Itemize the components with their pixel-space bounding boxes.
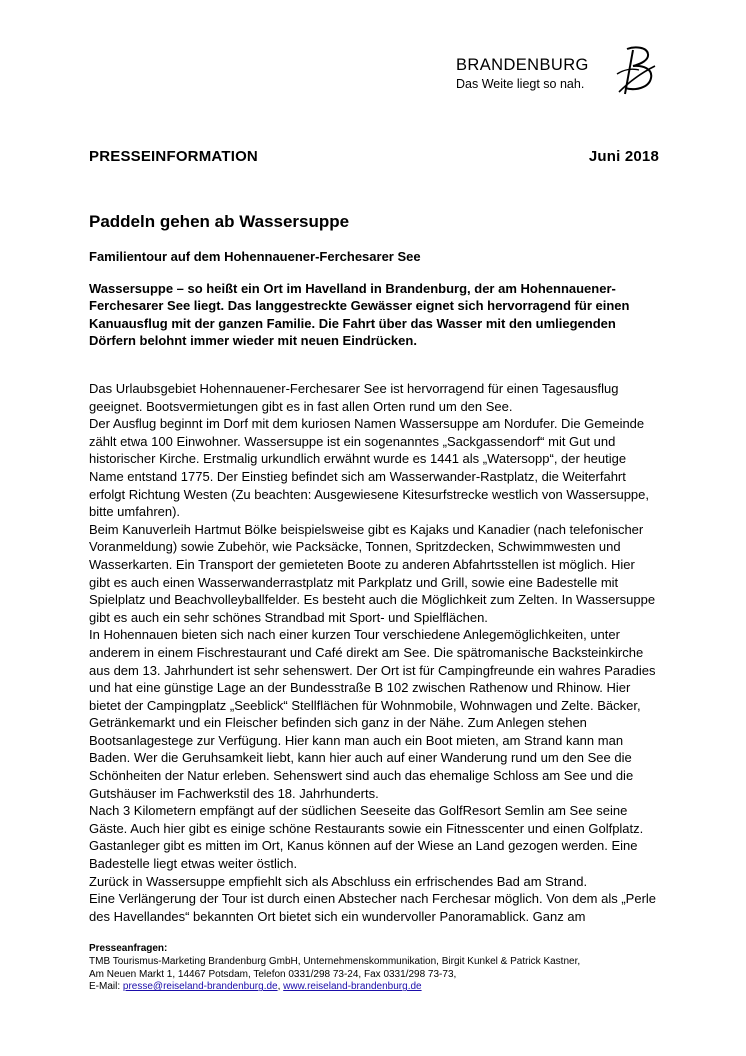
email-link[interactable]: presse@reiseland-brandenburg.de bbox=[122, 981, 278, 993]
brandenburg-b-icon bbox=[613, 44, 659, 100]
body-paragraph: Nach 3 Kilometern empfängt auf der südlichen Seeseite das GolfResort Semlin am See seine Gäste. Auch hier gibt es einige schöne Restaurants sowie ein Fitnesscenter und einen Golfplatz. Gastanleger gibt es mitten im Ort, Kanus können auf der Wiese an Land gezogen werden. Eine Badestelle liegt etwas weiter östlich. bbox=[89, 803, 644, 872]
contact-links bbox=[89, 981, 669, 994]
body-paragraph: Der Ausflug beginnt im Dorf mit dem kuriosen Namen Wassersuppe am Nordufer. Die Gemeinde zählt etwa 100 Einwohner. Wassersuppe ist ein sogenanntes „Sackgassendorf“ mit Gut und historischer Kirche. Erstmalig urkundlich erwähnt wurde es 1441 als „Watersopp“, der heutige Name entstand 1775. Der Einstieg befindet sich am Wasserwander-Rastplatz, die Weiterfahrt erfolgt Richtung Westen (Zu beachten: Ausgewiesene Kitesurfstrecke westlich von Wassersuppe, bitte umfahren). bbox=[89, 416, 650, 520]
logo-title: BRANDENBURG bbox=[456, 56, 589, 74]
contact-title: Presseanfragen: bbox=[89, 943, 168, 954]
brand-logo bbox=[456, 44, 666, 104]
press-contact bbox=[89, 943, 669, 994]
press-date: Juni 2018 bbox=[588, 148, 659, 165]
logo-tagline: Das Weite liegt so nah. bbox=[456, 77, 585, 91]
lead-paragraph: Wassersuppe – so heißt ein Ort im Havelland in Brandenburg, der am Hohennauener-Ferchesarer See liegt. Das langgestreckte Gewässer eignet sich hervorragend für einen Kanuausflug mit der ganzen Familie. Die Fahrt über das Wasser mit den umliegenden Dörfern belohnt immer wieder mit neuen Eindrücken. bbox=[89, 281, 630, 349]
body-text bbox=[89, 380, 659, 925]
website-link[interactable]: www.reiseland-brandenburg.de bbox=[283, 981, 422, 993]
subheadline: Familientour auf dem Hohennauener-Ferchesarer See bbox=[89, 249, 421, 264]
link-separator: , bbox=[277, 981, 284, 993]
press-label: PRESSEINFORMATION bbox=[89, 148, 258, 165]
body-paragraph: Beim Kanuverleih Hartmut Bölke beispielsweise gibt es Kajaks und Kanadier (nach telefonischer Voranmeldung) sowie Zubehör, wie Packsäcke, Tonnen, Spritzdecken, Schwimmwesten und Wasserkarten. Ein Transport der gemieteten Boote zu anderen Abfahrtsstellen ist möglich. Hier gibt es auch einen Wasserwanderrastplatz mit Parkplatz und Grill, sowie eine Badestelle mit Spielplatz und Beachvolleyballfelder. Es besteht auch die Möglichkeit zum Zelten. In Wassersuppe gibt es auch ein sehr schönes Strandbad mit Sport- und Spielflächen. bbox=[89, 521, 656, 625]
headline: Paddeln gehen ab Wassersuppe bbox=[89, 212, 350, 231]
contact-line: Am Neuen Markt 1, 14467 Potsdam, Telefon 0331/298 73-24, Fax 0331/298 73-73, bbox=[89, 968, 457, 980]
press-header bbox=[89, 148, 659, 165]
body-paragraph: In Hohennauen bieten sich nach einer kurzen Tour verschiedene Anlegemöglichkeiten, unter anderem in einem Fischrestaurant und Café direkt am See. Die spätromanische Backsteinkirche aus dem 13. Jahrhundert ist sehr sehenswert. Der Ort ist für Campingfreunde ein wahres Paradies und hat eine günstige Lage an der Bundesstraße B 102 zwischen Rathenow und Rhinow. Hier bietet der Campingplatz „Seeblick“ Stellflächen für Wohnmobile, Wohnwagen und Zelte. Bäcker, Getränkemarkt und ein Fleischer befinden sich ganz in der Nähe. Zum Anlegen stehen Bootsanlagestege zur Verfügung. Hier kann man auch ein Boot mieten, am Strand kann man Baden. Wer die Geruhsamkeit liebt, kann hier auch auf einer Wanderung rund um den See die Schönheiten der Natur erleben. Sehenswert sind auch das ehemalige Schloss am See und die Gutshäuser im Fachwerkstil des 18. Jahrhunderts. bbox=[89, 627, 656, 801]
body-paragraph: Das Urlaubsgebiet Hohennauener-Ferchesarer See ist hervorragend für einen Tagesausflug geeignet. Bootsvermietungen gibt es in fast allen Orten rund um den See. bbox=[89, 381, 619, 414]
body-paragraph: Eine Verlängerung der Tour ist durch einen Abstecher nach Ferchesar möglich. Von dem als „Perle des Havellandes“ bekannten Ort bietet sich ein wundervoller Panoramablick. Ganz am bbox=[89, 891, 657, 924]
email-label: E-Mail: bbox=[89, 981, 123, 993]
contact-line: TMB Tourismus-Marketing Brandenburg GmbH, Unternehmenskommunikation, Birgit Kunkel & Patrick Kastner, bbox=[89, 955, 581, 967]
body-paragraph: Zurück in Wassersuppe empfiehlt sich als Abschluss ein erfrischendes Bad am Strand. bbox=[89, 873, 588, 889]
